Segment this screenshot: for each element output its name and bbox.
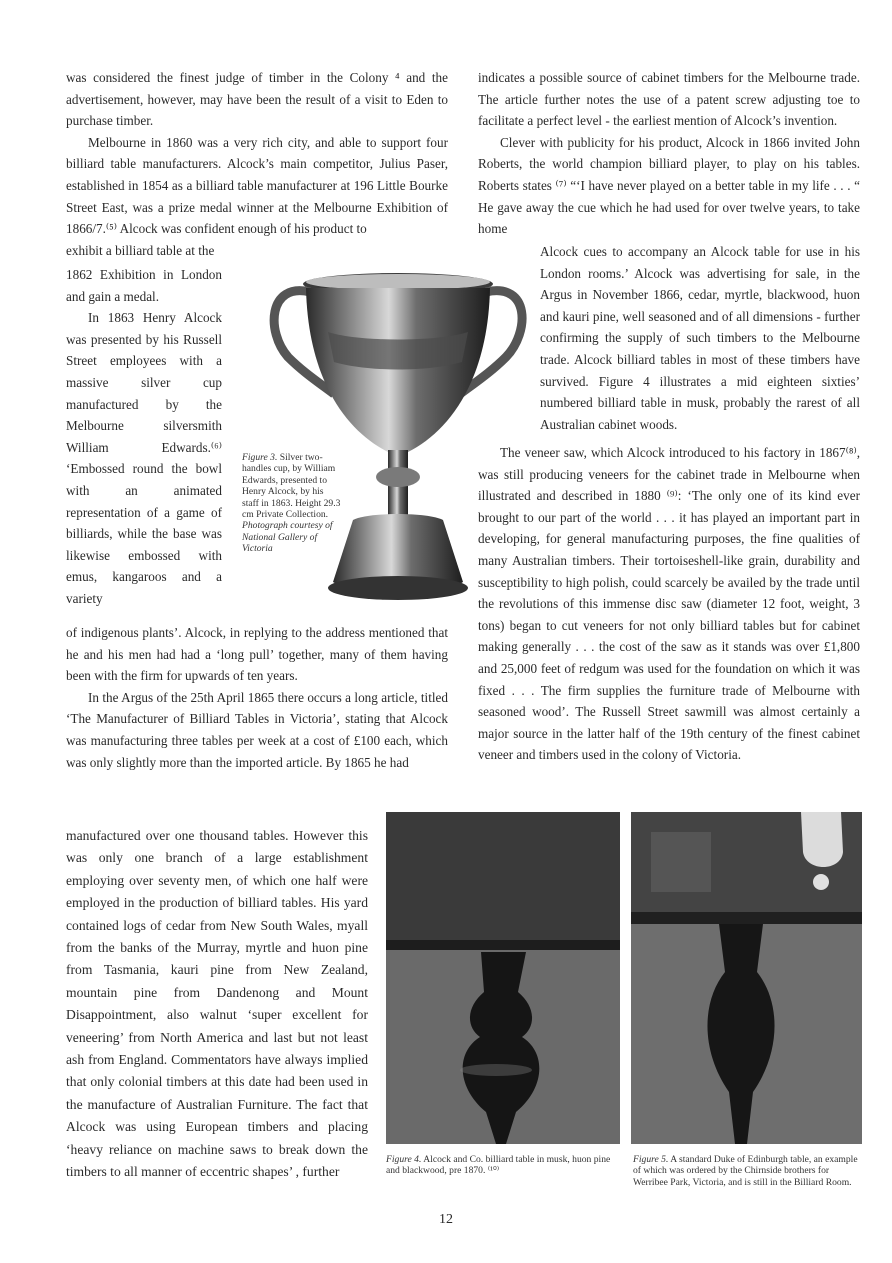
paragraph: indicates a possible source of cabinet timbers for the Melbourne trade. The article further notes the use of a patent screw adjusting toe to facilitate a perfect level - the earliest mention of Alcock’s invention.	[478, 70, 860, 129]
paragraph: The veneer saw, which Alcock introduced to his factory in 1867⁽⁸⁾, was still producing veneers for the cabinet trade in Melbourne when illustrated and described in 1880 ⁽⁹⁾: ‘The only one of its kind ever brought to our part of the world . . . it has played an important part in developing, for general manufacturing purposes, the fine qualities of many Australian timbers. Their tortoiseshell-like grain, durability and susceptibility to high polish, could scarcely be availed by the trade until the revolutions of this immense disc saw (diameter 12 foot, weight, 3 tons) began to cut veneers for not only billiard tables but for cabinet making generally . . . the cost of the saw as it stands was over £1,800 and 25,000 feet of redgum was used for the foundation on which it was fixed . . . The firm supplies the furniture trade of Melbourne with seasoned wood’. The Russell Street sawmill was almost certainly a major source in the latter half of the 19th century of the finest cabinet veneer and timbers used in the colony of Victoria.	[478, 445, 860, 763]
duke-of-edinburgh-table-photo	[631, 812, 862, 1144]
paragraph: 1862 Exhibition in London and gain a medal.	[66, 267, 222, 304]
paragraph: In the Argus of the 25th April 1865 there occurs a long article, titled ‘The Manufacturer of Billiard Tables in Victoria’, stating that Alcock was manufacturing three tables per week at a cost of £100 each, which was only slightly more than the imported article. By 1865 he had	[66, 689, 448, 770]
paragraph: In 1863 Henry Alcock was presented by his Russell Street employees with a massive silver cup manufactured by the Melbourne silversmith William Edwards.⁽⁶⁾ ‘Embossed round the bowl with an animated representation of a game of billiards, while the base was likewise embossed with emus, kangaroos and a variety	[66, 310, 222, 606]
caption-text: A standard Duke of Edinburgh table, an example of which was ordered by the Chirnside brothers for Werribee Park, Victoria, and is still in the Billiard Room.	[633, 1154, 858, 1188]
paragraph: Alcock cues to accompany an Alcock table for use in his London rooms.’ Alcock was advertising for sale, in the Argus in November 1866, cedar, myrtle, blackwood, huon and kauri pine, well seasoned and of all dimensions - further confirming the supply of such timbers to the Melbourne trade. Alcock billiard tables in most of these timbers have survived. Figure 4 illustrates a mid eighteen sixties’ numbered billiard table in musk, probably the rarest of all Australian cabinet woods.	[540, 244, 860, 432]
page-number: 12	[439, 1212, 453, 1227]
paragraph: was considered the finest judge of timber in the Colony ⁴ and the advertisement, however, may have been the result of a visit to Eden to purchase timber.	[66, 70, 448, 129]
billiard-table-leg-photo	[386, 812, 620, 1144]
table-leg-image	[631, 812, 862, 1144]
figure-3-caption	[242, 452, 342, 555]
left-column-top	[66, 67, 448, 261]
right-column-wrap	[540, 241, 860, 435]
left-column-middle	[66, 622, 448, 773]
paragraph: exhibit a billiard table at the	[66, 242, 215, 258]
figure-label: Figure 3.	[242, 452, 278, 463]
left-column-narrow	[66, 264, 222, 610]
figure-5-caption	[633, 1154, 865, 1188]
photo-credit: Photograph courtesy of National Gallery of Victoria	[242, 520, 333, 555]
caption-text: Alcock and Co. billiard table in musk, huon pine and blackwood, pre 1870. ⁽¹⁰⁾	[386, 1154, 611, 1177]
right-column-bottom	[478, 442, 860, 766]
left-column-bottom	[66, 825, 368, 1184]
figure-label: Figure 5.	[633, 1154, 669, 1165]
paragraph: Melbourne in 1860 was a very rich city, and able to support four billiard table manufacturers. Alcock’s main competitor, Julius Paser, established in 1854 as a billiard table manufacturer at 196 Little Bourke Street East, was a prize medal winner at the Melbourne Exhibition of 1866/7.⁽⁵⁾ Alcock was confident enough of his product to	[66, 134, 448, 237]
figure-4-caption	[386, 1154, 620, 1177]
paragraph: Clever with publicity for his product, Alcock in 1866 invited John Roberts, the world champion billiard player, to play on his tables. Roberts states ⁽⁷⁾ “‘I have never played on a better table in my life . . . “ He gave away the cue which he had used for over twelve years, to take home	[478, 134, 860, 237]
table-leg-image	[386, 812, 620, 1144]
caption-text: Silver two-handles cup, by William Edwards, presented to Henry Alcock, by his staff in 1863. Height 29.3 cm Private Collection.	[242, 452, 341, 521]
right-column-top	[478, 67, 860, 240]
paragraph: of indigenous plants’. Alcock, in replying to the address mentioned that he and his men had had a ‘long pull’ together, many of them having been with the firm for upwards of ten years.	[66, 625, 448, 684]
figure-label: Figure 4.	[386, 1154, 422, 1165]
paragraph: manufactured over one thousand tables. However this was only one branch of a large establishment employing over seventy men, of which one half were employed in the production of billiard tables. His yard contained logs of cedar from New South Wales, myall from the banks of the Murray, myrtle and huon pine from Tasmania, kauri pine from New Zealand, mountain pine from Dandenong and Mount Disappointment, also walnut ‘super excellent for veneering’ from North America and last but not least ash from England. Commentators have always implied that only colonial timbers at this date had been used in the manufacture of Australian Furniture. The fact that Alcock was using European timbers and placing ‘heavy reliance on machine saws to break down the timbers to all manner of eccentric shapes’ , further	[66, 828, 368, 1180]
